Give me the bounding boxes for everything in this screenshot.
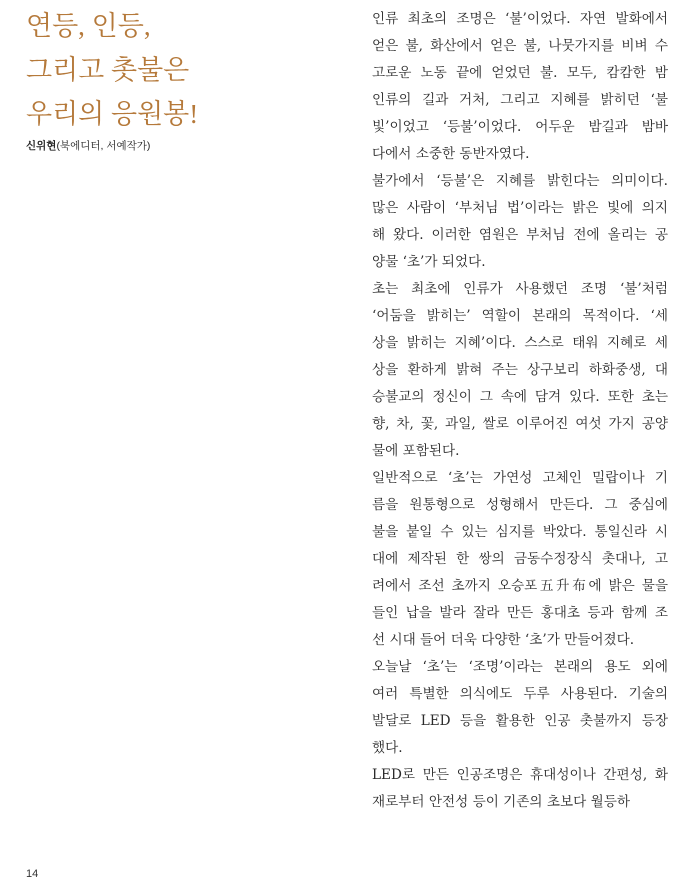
author-byline [26,138,150,153]
body-text-line: 초는 최초에 인류가 사용했던 조명 ‘불’처럼 [372,281,668,297]
body-text-line: 얻은 불, 화산에서 얻은 불, 나뭇가지를 비벼 수 [372,38,668,54]
title-line: 연등, 인등, [26,11,151,41]
body-text-line: 승불교의 정신이 그 속에 담겨 있다. 또한 초는 [372,389,668,405]
body-text-line: 다에서 소중한 동반자였다. [372,146,530,162]
body-text-line: 오늘날 ‘초’는 ‘조명’이라는 본래의 용도 외에 [372,659,668,675]
body-text-line: 빛’이었고 ‘등불’이었다. 어두운 밤길과 밤바 [372,119,668,135]
body-text-line: 불가에서 ‘등불’은 지혜를 밝힌다는 의미이다. [372,173,668,189]
body-text-line: 양물 ‘초’가 되었다. [372,254,486,270]
body-text-line: 들인 납을 발라 잘라 만든 홍대초 등과 함께 조 [372,605,668,621]
title-line: 우리의 응원봉! [26,99,199,129]
body-text-line: 했다. [372,740,403,756]
body-text-line: 해 왔다. 이러한 염원은 부처님 전에 올리는 공 [372,227,668,243]
body-text-line: 상을 환하게 밝혀 주는 상구보리 하화중생, 대 [372,362,668,378]
body-text-line: 고로운 노동 끝에 얻었던 불. 모두, 캄캄한 밤 [372,65,668,81]
body-text-line: 발달로 LED 등을 활용한 인공 촛불까지 등장 [372,713,668,729]
author-name: 신위현 [26,140,57,152]
body-text-line: 일반적으로 ‘초’는 가연성 고체인 밀랍이나 기 [372,470,668,486]
body-text-line: 물에 포함된다. [372,443,460,459]
body-text-line: 름을 원통형으로 성형해서 만든다. 그 중심에 [372,497,668,513]
body-text-line: LED로 만든 인공조명은 휴대성이나 간편성, 화 [372,767,668,783]
author-role: (북에디터, 서예작가) [56,140,151,152]
body-text-line: 대에 제작된 한 쌍의 금동수정장식 촛대나, 고 [372,551,668,567]
title-line: 그리고 촛불은 [26,55,190,85]
body-text-line: 향, 차, 꽃, 과일, 쌀로 이루어진 여섯 가지 공양 [372,416,668,432]
body-text-line: 재로부터 안전성 등이 기존의 초보다 월등하 [372,794,630,810]
body-text-line: 인류의 길과 거처, 그리고 지혜를 밝히던 ‘불 [372,92,668,108]
body-text-line: 많은 사람이 ‘부처님 법’이라는 밝은 빛에 의지 [372,200,668,216]
body-text-line: 인류 최초의 조명은 ‘불’이었다. 자연 발화에서 [372,11,668,27]
page-number: 14 [26,868,39,880]
body-text-line: 여러 특별한 의식에도 두루 사용된다. 기술의 [372,686,668,702]
body-text-line: 려에서 조선 초까지 오승포五升布에 밝은 물을 [372,578,668,594]
body-text-line: 불을 붙일 수 있는 심지를 박았다. 통일신라 시 [372,524,668,540]
body-text-line: 상을 밝히는 지혜’이다. 스스로 태워 지혜로 세 [372,335,668,351]
article-title [26,6,346,138]
body-text-line: 선 시대 들어 더욱 다양한 ‘초’가 만들어졌다. [372,632,635,648]
article-body [372,6,668,816]
body-text-line: ‘어둠을 밝히는’ 역할이 본래의 목적이다. ‘세 [372,308,668,324]
